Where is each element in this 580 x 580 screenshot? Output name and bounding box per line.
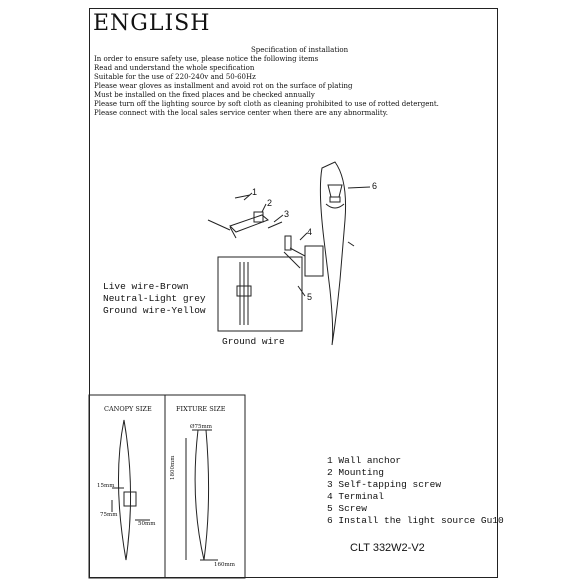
fixture-outline xyxy=(195,430,208,560)
wire-neutral-label: Neutral-Light grey xyxy=(103,293,206,304)
canopy-outline xyxy=(118,420,130,560)
dim-fixture-base: 160mm xyxy=(214,562,235,568)
callout-4: 4 xyxy=(307,227,313,237)
spec-line: Read and understand the whole specification xyxy=(94,64,255,72)
spec-line: Please turn off the lighting source by soft cloth as cleaning prohibited to use of rotted detergent. xyxy=(94,100,439,108)
model-number: CLT 332W2-V2 xyxy=(350,542,425,554)
dim-fixture-diameter: Ø75mm xyxy=(190,424,212,430)
legend-item: 6 Install the light source Gu10 xyxy=(327,515,504,526)
fixture-body xyxy=(320,162,345,345)
spec-line: Must be installed on the fixed places and be checked annually xyxy=(94,91,315,99)
light-source-icon xyxy=(328,185,342,197)
terminal-block-icon xyxy=(305,246,323,276)
legend-item: 1 Wall anchor xyxy=(327,455,402,466)
legend-item: 5 Screw xyxy=(327,503,367,514)
spec-line: Suitable for the use of 220-240v and 50-60Hz xyxy=(94,73,256,81)
spec-line: In order to ensure safety use, please notice the following items xyxy=(94,55,319,63)
spec-line: Please wear gloves as installment and avoid rot on the surface of plating xyxy=(94,82,353,90)
light-source-base-icon xyxy=(330,197,340,202)
callout-2: 2 xyxy=(267,198,273,208)
dim-fixture-height: 1800mm xyxy=(170,455,176,480)
callout-5: 5 xyxy=(307,292,313,302)
dim-canopy-base: 50mm xyxy=(138,521,156,527)
mounting-plate-icon xyxy=(230,215,268,232)
wire-live-label: Live wire-Brown xyxy=(103,281,189,292)
legend-item: 3 Self-tapping screw xyxy=(327,479,442,490)
callout-1: 1 xyxy=(252,187,258,197)
page-title: ENGLISH xyxy=(93,11,211,36)
wiring-box xyxy=(218,257,302,331)
dim-canopy-width: 15mm xyxy=(97,483,115,489)
fixture-size-label: FIXTURE SIZE xyxy=(176,405,226,413)
ground-wire-caption: Ground wire xyxy=(222,336,285,347)
callout-6: 6 xyxy=(372,181,378,191)
callout-3: 3 xyxy=(284,209,290,219)
dim-canopy-height: 75mm xyxy=(100,512,118,518)
legend-item: 4 Terminal xyxy=(327,491,385,502)
legend-item: 2 Mounting xyxy=(327,467,385,478)
wire-ground-label: Ground wire-Yellow xyxy=(103,305,206,316)
canopy-size-label: CANOPY SIZE xyxy=(104,405,152,413)
spec-title: Specification of installation xyxy=(251,46,349,54)
spec-line: Please connect with the local sales service center when there are any abnormality. xyxy=(94,109,388,117)
